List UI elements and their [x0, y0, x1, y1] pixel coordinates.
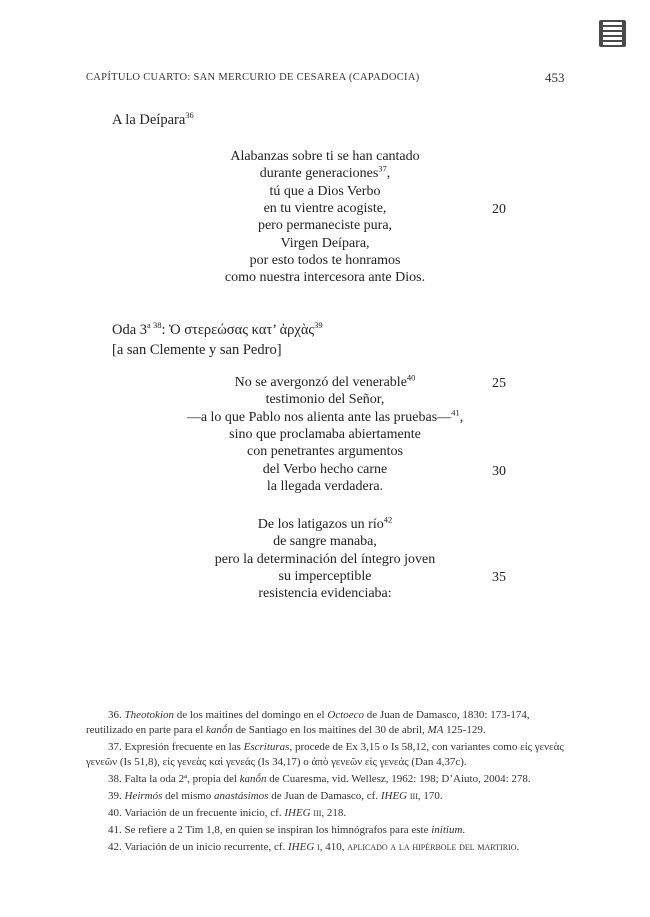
- verse-line: pero la determinación del íntegro joven: [214, 551, 436, 567]
- footnotes: [86, 708, 564, 857]
- footnote: 40. Variación de un frecuente inicio, cf. IHEG iii, 218.: [108, 807, 347, 819]
- line-number: 35: [492, 570, 506, 585]
- verse-line: sino que proclamaba abiertamente: [229, 426, 421, 442]
- verse-line: resistencia evidenciaba:: [258, 586, 392, 602]
- verse-line: tú que a Dios Verbo: [269, 183, 381, 199]
- verse-line: con penetrantes argumentos: [246, 444, 404, 460]
- footnote: 36. Theotokion de los maitines del domingo en el Octoeco de Juan de Damasco, 1830: 173-174, reutilizado en parte para el kanṓn de Santiago en los maitines del 30 de abril, MA 125-129.: [86, 709, 530, 736]
- footnote: 37. Expresión frecuente en las Escrituras, procede de Ex 3,15 o Is 58,12, con variantes como εἰς γενεὰς γενεῶν (Is 51,8), εἰς γενεὰς καὶ γενεάς (Is 34,17) o ἀπὸ γενεῶν εἰς γενεάς (Dan 4,37c).: [86, 741, 564, 768]
- verse-line: —a lo que Pablo nos alienta ante las pruebas—$^{41}$,: [186, 406, 464, 425]
- verse-line: del Verbo hecho carne: [262, 461, 388, 477]
- verse-line: testimonio del Señor,: [265, 392, 385, 408]
- running-head: CAPÍTULO CUARTO: SAN MERCURIO DE CESAREA (CAPADOCIA): [86, 72, 420, 83]
- verse-line: De los latigazos un río$^{42}$: [257, 514, 393, 532]
- verse-line: la llegada verdadera.: [266, 478, 384, 494]
- footnote: 39. Heirmós del mismo anastásimos de Juan de Damasco, cf. IHEG iii, 170.: [108, 790, 443, 802]
- line-number: 20: [492, 202, 506, 217]
- line-number: 30: [492, 464, 506, 479]
- line-number: 25: [492, 376, 506, 391]
- verse-line: de sangre manaba,: [273, 534, 377, 550]
- verse-line: Virgen Deípara,: [280, 235, 370, 251]
- hamburger-menu-icon[interactable]: [599, 20, 626, 47]
- footnote: 38. Falta la oda 2ª, propia del kanṓn de Cuaresma, vid. Wellesz, 1962: 198; D’Aiuto, 2004: 278.: [108, 773, 531, 785]
- verse-line: pero permaneciste pura,: [257, 218, 393, 234]
- verse-line: por esto todos te honramos: [249, 252, 401, 268]
- footnote-ref: 42: [383, 514, 393, 525]
- verse-line: su imperceptible: [278, 568, 372, 584]
- verse-line: No se avergonzó del venerable$^{40}$: [234, 372, 416, 390]
- verse-line: Alabanzas sobre ti se han cantado: [230, 149, 420, 164]
- verse-line: como nuestra intercesora ante Dios.: [224, 270, 426, 286]
- footnote-ref: 40: [406, 372, 416, 383]
- footnote-ref: 37: [378, 163, 387, 174]
- section-title-deipara: A la Deípara$^{36}$: [112, 110, 194, 128]
- footnote: 41. Se refiere a 2 Tim 1,8, en quien se inspiran los himnógrafos para este initium.: [108, 824, 466, 836]
- footnote-ref: 41: [451, 406, 460, 417]
- section-subtitle: [a san Clemente y san Pedro]: [112, 342, 282, 358]
- page-number: 453: [545, 70, 565, 85]
- section-title-oda: Oda $3^{a 38}$: Ὁ στερεώσας κατ’ ἀρχὰς$^{39}$: [112, 320, 323, 338]
- verse-line: en tu vientre acogiste,: [263, 200, 387, 216]
- verse-line: durante generaciones$^{37}$,: [259, 163, 391, 182]
- footnote: 42. Variación de un inicio recurrente, cf. IHEG i, 410, aplicado a la hipérbole del martirio.: [108, 841, 520, 853]
